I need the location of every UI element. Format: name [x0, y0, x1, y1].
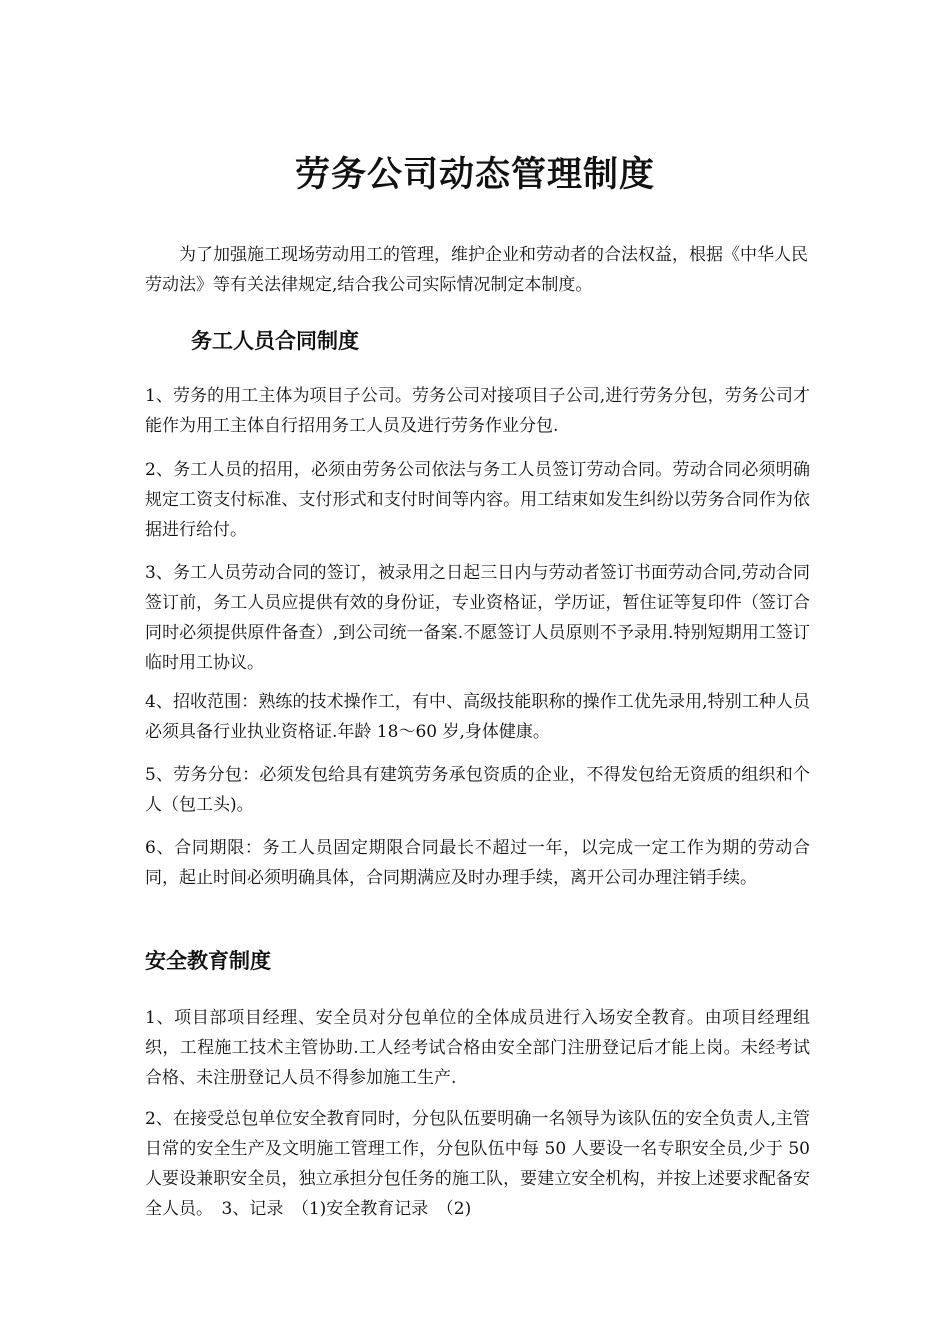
contract-item-5: 5、劳务分包：必须发包给具有建筑劳务承包资质的企业，不得发包给无资质的组织和个人（包工头)。 — [145, 765, 810, 815]
section-heading-contract: 务工人员合同制度 — [191, 328, 359, 353]
page-title: 劳务公司动态管理制度 — [294, 154, 655, 196]
safety-item-2: 2、在接受总包单位安全教育同时，分包队伍要明确一名领导为该队伍的安全负责人,主管日常的安全生产及文明施工管理工作，分包队伍中每 50 人要设一名专职安全员,少于 50 人要设兼职安全员，独立承担分包任务的施工队，要建立安全机构，并按上述要求配备安全人员。 3、记录 （1)安全教育记录 （2) — [145, 1109, 810, 1219]
contract-item-6: 6、合同期限：务工人员固定期限合同最长不超过一年，以完成一定工作为期的劳动合同，起止时间必须明确具体，合同期满应及时办理手续，离开公司办理注销手续。 — [145, 838, 810, 888]
intro-paragraph: 为了加强施工现场劳动用工的管理，维护企业和劳动者的合法权益，根据《中华人民劳动法》等有关法律规定,结合我公司实际情况制定本制度。 — [145, 245, 808, 295]
section-heading-safety: 安全教育制度 — [145, 948, 271, 973]
safety-item-1: 1、项目部项目经理、安全员对分包单位的全体成员进行入场安全教育。由项目经理组织，工程施工技术主管协助.工人经考试合格由安全部门注册登记后才能上岗。未经考试合格、未注册登记人员不得参加施工生产. — [145, 1008, 810, 1088]
contract-item-2: 2、务工人员的招用，必须由劳务公司依法与务工人员签订劳动合同。劳动合同必须明确规定工资支付标准、支付形式和支付时间等内容。用工结束如发生纠纷以劳务合同作为依据进行给付。 — [145, 460, 810, 540]
contract-item-3: 3、务工人员劳动合同的签订，被录用之日起三日内与劳动者签订书面劳动合同,劳动合同签订前，务工人员应提供有效的身份证，专业资格证，学历证，暂住证等复印件（签订合同时必须提供原件备查）,到公司统一备案.不愿签订人员原则不予录用.特别短期用工签订临时用工协议。 — [145, 563, 810, 673]
contract-item-4: 4、招收范围：熟练的技术操作工，有中、高级技能职称的操作工优先录用,特别工种人员必须具备行业执业资格证.年龄 18～60 岁,身体健康。 — [145, 692, 810, 742]
contract-item-1: 1、劳务的用工主体为项目子公司。劳务公司对接项目子公司,进行劳务分包，劳务公司才能作为用工主体自行招用务工人员及进行劳务作业分包. — [145, 386, 810, 436]
